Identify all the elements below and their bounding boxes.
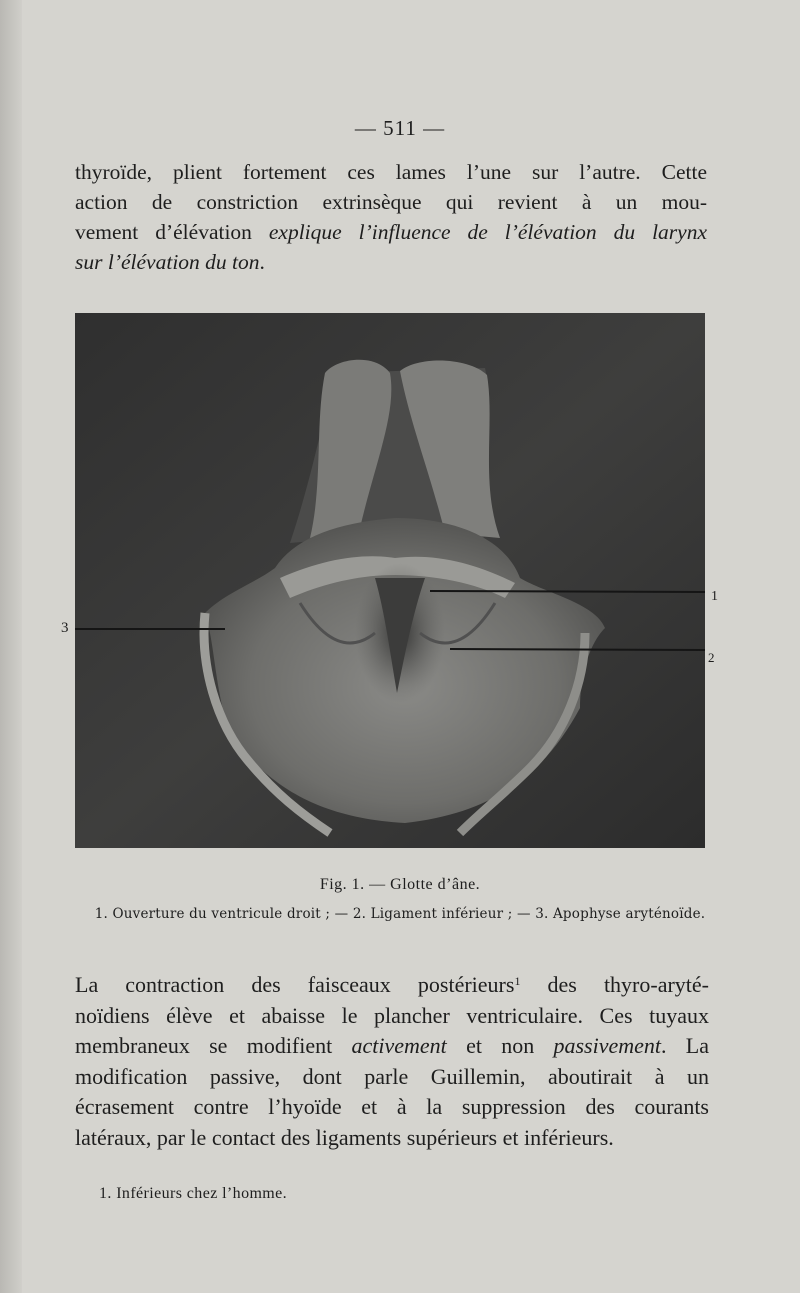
footnote: 1. Inférieurs chez l’homme. (99, 1185, 288, 1202)
text-line: action de constriction extrinsèque qui revient à un mou- (75, 190, 707, 214)
italic-run: activement (351, 1033, 447, 1058)
text-line (75, 970, 709, 1001)
text-line (75, 247, 707, 277)
text-line: latéraux, par le contact des ligaments supérieurs et inférieurs. (75, 1124, 614, 1150)
text-run: et non (446, 1033, 554, 1058)
text-line: noïdiens élève et abaisse le plancher ventriculaire. Ces tuyaux (75, 1002, 709, 1028)
page-number: — 511 — (354, 116, 446, 140)
page-edge (0, 0, 22, 1293)
text-run: vement d’élévation (75, 220, 269, 244)
figure-caption-legend: 1. Ouverture du ventricule droit ; — 2. Ligament inférieur ; — 3. Apophyse aryténoïde. (94, 906, 706, 922)
callout-2: 2 (708, 650, 715, 665)
text-line (75, 217, 707, 247)
italic-run: explique l’influence de l’élévation du larynx (268, 220, 707, 244)
figure-caption-title: Fig. 1. — Glotte d’âne. (319, 876, 481, 893)
italic-run: passivement (553, 1033, 662, 1058)
glottis-photo-illustration (75, 313, 705, 848)
text-line: modification passive, dont parle Guillemin, aboutirait à un (75, 1063, 709, 1089)
italic-run: sur l’élévation du ton (75, 250, 260, 274)
paragraph-bottom (75, 970, 709, 1153)
footnote-marker: 1 (514, 974, 521, 988)
text-run: . (259, 250, 265, 274)
text-line: thyroïde, plient fortement ces lames l’une sur l’autre. Cette (75, 160, 707, 184)
text-line (75, 1031, 709, 1062)
paragraph-top (75, 157, 707, 277)
text-line: écrasement contre l’hyoïde et à la suppression des courants (75, 1094, 709, 1119)
callout-1: 1 (711, 589, 718, 604)
text-run: membraneux se modifient (75, 1033, 352, 1058)
glottis-photograph (75, 313, 705, 848)
text-run: . La (661, 1033, 709, 1058)
callout-3: 3 (61, 620, 69, 636)
text-run: La contraction des faisceaux postérieurs (75, 972, 515, 997)
text-run: des thyro-aryté- (520, 972, 709, 997)
